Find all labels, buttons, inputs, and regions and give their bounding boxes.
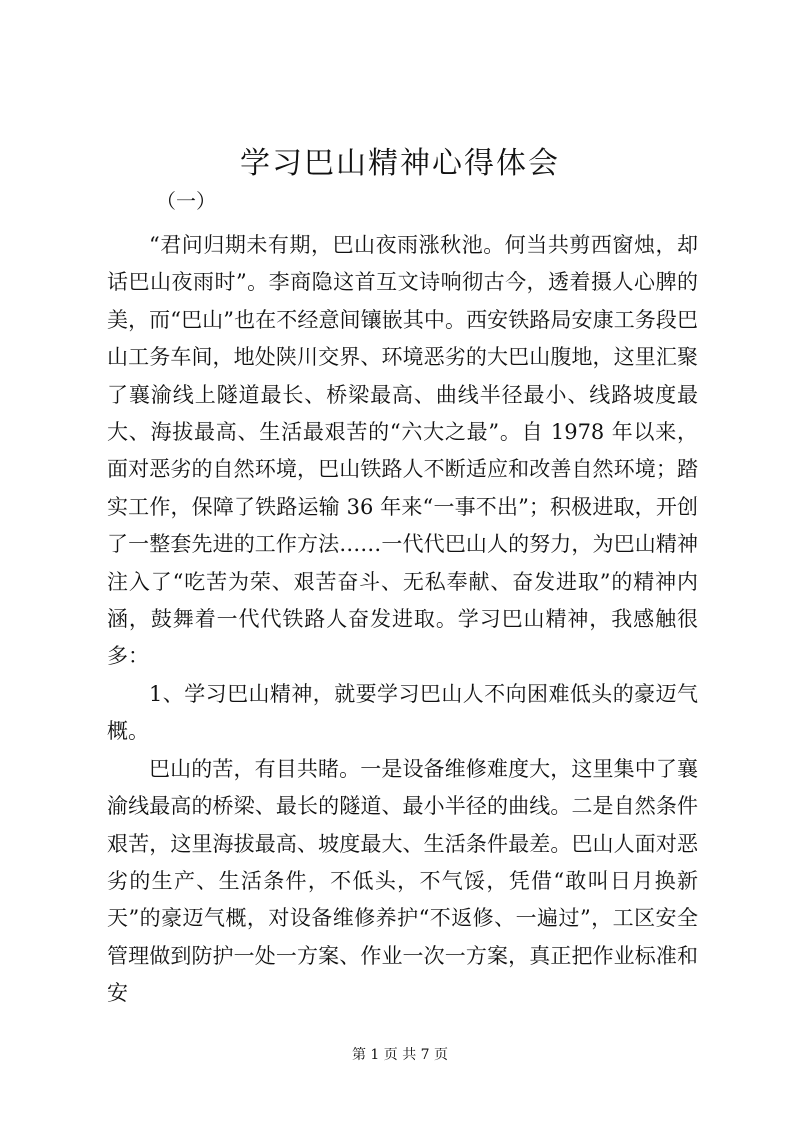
paragraph-hardship: 巴山的苦，有目共睹。一是设备维修难度大，这里集中了襄渝线最高的桥梁、最长的隧道、最小半径的曲线。二是自然条件艰苦，这里海拔最高、坡度最大、生活条件最差。巴山人面对恶劣的生产、生活条件，不低头，不气馁，凭借“敢叫日月换新天”的豪迈气概，对设备维修养护“不返修、一遍过”，工区安全管理做到防护一处一方案、作业一次一方案，真正把作业标准和安 [107,756,698,1006]
page-footer: 第 1 页 共 7 页 [351,1047,449,1063]
body-text [107,227,698,1013]
paragraph-intro: “君问归期未有期，巴山夜雨涨秋池。何当共剪西窗烛，却话巴山夜雨时”。李商隐这首互文诗响彻古今，透着摄人心脾的美，而“巴山”也在不经意间镶嵌其中。西安铁路局安康工务段巴山工务车间，地处陕川交界、环境恶劣的大巴山腹地，这里汇聚了襄渝线上隧道最长、桥梁最高、曲线半径最小、线路坡度最大、海拔最高、生活最艰苦的“六大之最”。自 1978 年以来，面对恶劣的自然环境，巴山铁路人不断适应和改善自然环境；踏实工作，保障了铁路运输 36 年来“一事不出”；积极进取，开创了一整套先进的工作方法……一代代巴山人的努力，为巴山精神注入了“吃苦为荣、艰苦奋斗、无私奉献、奋发进取”的精神内涵，鼓舞着一代代铁路人奋发进取。学习巴山精神，我感触很多： [107,233,698,669]
paragraph-point-1: 1、学习巴山精神，就要学习巴山人不向困难低头的豪迈气概。 [107,681,698,744]
section-label: （一） [156,189,216,213]
page-title: 学习巴山精神心得体会 [240,146,560,181]
